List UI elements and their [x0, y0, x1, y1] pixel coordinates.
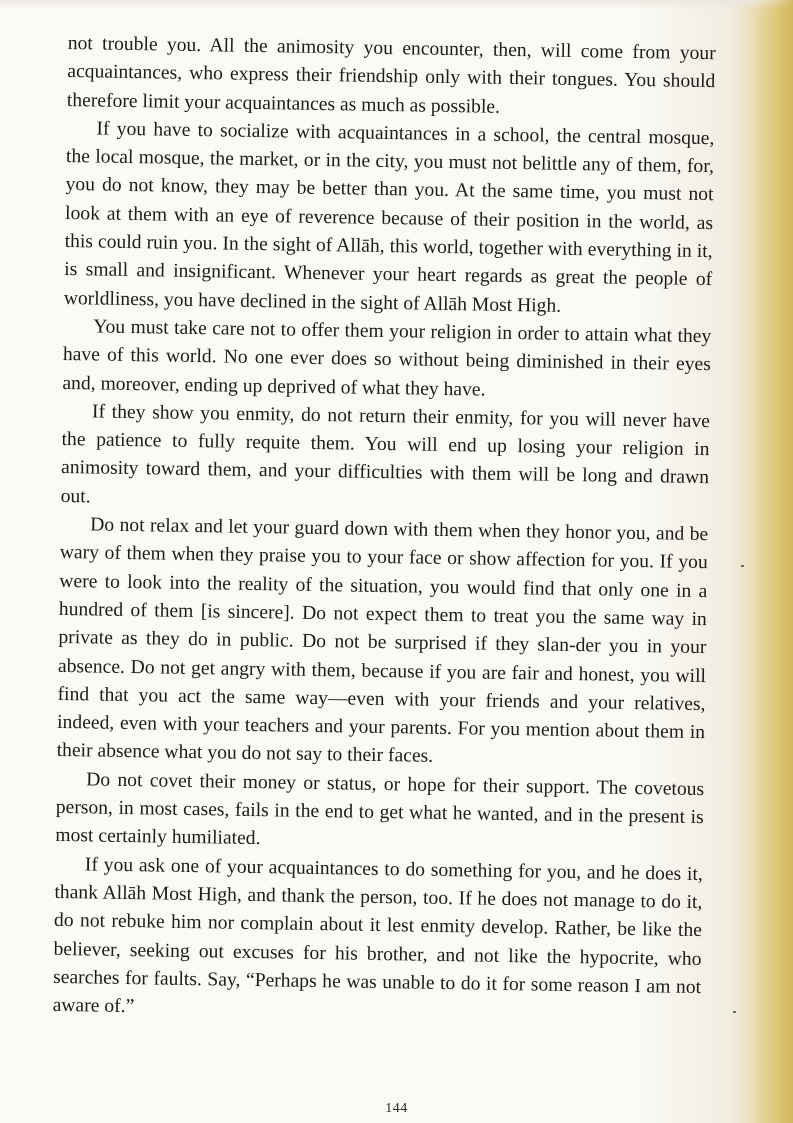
paragraph-6: Do not covet their money or status, or hope for their support. The covetous person, in most cases, fails in the end to get what he wanted, and in the present is most certainly humiliated.	[55, 769, 705, 850]
paragraph-5: Do not relax and let your guard down with them when they honor you, and be wary of them when they praise you to your face or show affection for you. If you were to look into the reality of the situation, you would find that only one in a hundred of them [is sincere]. Do not expect them to treat you the same way in private as they do in public. Do not be surprised if they slan-der you in your absence. Do not get angry with them, because if you are fair and honest, you will find that you act the same way—even with your friends and your relatives, indeed, even with your teachers and your parents. For you mention about them in their absence what you do not say to their faces.	[56, 514, 709, 768]
paper-speck	[733, 1011, 736, 1013]
body-text	[52, 30, 715, 1030]
page-number: 144	[385, 1101, 408, 1116]
page-top-edge	[0, 0, 793, 10]
paragraph-1: not trouble you. All the animosity you encounter, then, will come from your acquaintances, who express their friendship only with their tongues. You should therefore limit your acquaintances as much as possible.	[66, 32, 716, 118]
paragraph-3: You must take care not to offer them your religion in order to attain what they have of this world. No one ever does so without being diminished in their eyes and, moreover, ending up deprived of what they have.	[62, 316, 712, 401]
paragraph-2: If you have to socialize with acquaintances in a school, the central mosque, the local mosque, the market, or in the city, you must not belittle any of them, for, you do not know, they may be better than you. At the same time, you must not look at them with an eye of reverence because of their position in the world, as this could ruin you. In the sight of Allāh, this world, together with everything in it, is small and insignificant. Whenever your heart regards as great the people of worldliness, you have declined in the sight of Allāh Most High.	[63, 118, 715, 317]
binding-gutter	[753, 0, 793, 1123]
paper-speck	[741, 565, 744, 567]
paragraph-4: If they show you enmity, do not return their enmity, for you will never have the patience to fully requite them. You will end up losing your religion in animosity toward them, and your difficulties with them will be long and drawn out.	[60, 401, 711, 508]
paragraph-7: If you ask one of your acquaintances to do something for you, and he does it, thank Allāh Most High, and thank the person, too. If he does not manage to do it, do not rebuke him nor complain about it lest enmity develop. Rather, be like the believer, seeking out excuses for his brother, and not like the hypocrite, who searches for faults. Say, “Perhaps he was unable to do it for some reason I am not aware of.”	[52, 853, 703, 1018]
